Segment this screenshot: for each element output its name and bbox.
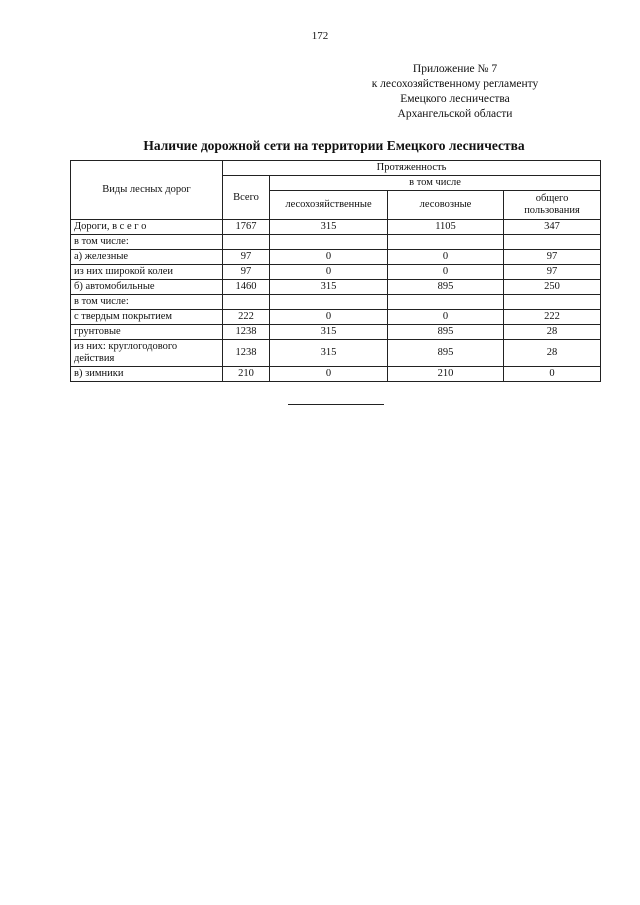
closing-divider: [288, 404, 384, 405]
cell-logging: 895: [388, 325, 504, 340]
cell-public: [504, 295, 601, 310]
cell-forestry: [270, 235, 388, 250]
header-length: Протяженность: [223, 161, 601, 176]
cell-public: 28: [504, 340, 601, 367]
cell-logging: 210: [388, 367, 504, 382]
cell-logging: 0: [388, 310, 504, 325]
cell-public: 28: [504, 325, 601, 340]
appendix-line: Архангельской области: [397, 108, 513, 120]
row-label: б) автомобильные: [71, 280, 223, 295]
cell-forestry: 315: [270, 220, 388, 235]
cell-total: 1767: [223, 220, 270, 235]
cell-forestry: 0: [270, 265, 388, 280]
cell-forestry: 315: [270, 280, 388, 295]
row-label: с твердым покрытием: [71, 310, 223, 325]
table-row: [71, 280, 601, 295]
header-public: общего пользования: [504, 191, 601, 220]
cell-logging: 0: [388, 250, 504, 265]
header-road-types: Виды лесных дорог: [71, 161, 223, 220]
cell-forestry: 0: [270, 310, 388, 325]
cell-total: [223, 235, 270, 250]
table-row: [71, 295, 601, 310]
table-row: [71, 367, 601, 382]
cell-public: 97: [504, 250, 601, 265]
document-title: Наличие дорожной сети на территории Емецкого лесничества: [143, 138, 525, 153]
page-number: 172: [311, 30, 329, 42]
cell-public: 347: [504, 220, 601, 235]
row-label: Дороги, в с е г о: [71, 220, 223, 235]
row-label: в) зимники: [71, 367, 223, 382]
row-label: грунтовые: [71, 325, 223, 340]
row-label: в том числе:: [71, 235, 223, 250]
cell-total: 1238: [223, 325, 270, 340]
cell-total: 1460: [223, 280, 270, 295]
cell-public: [504, 235, 601, 250]
cell-forestry: 0: [270, 250, 388, 265]
table-row: [71, 340, 601, 367]
table-row: [71, 250, 601, 265]
cell-logging: 1105: [388, 220, 504, 235]
header-total: Всего: [223, 176, 270, 220]
header-forestry: лесохозяйственные: [270, 191, 388, 220]
cell-public: 97: [504, 265, 601, 280]
cell-logging: [388, 295, 504, 310]
cell-forestry: 315: [270, 340, 388, 367]
appendix-line: Приложение № 7: [412, 63, 498, 75]
table-row: [71, 310, 601, 325]
cell-total: 222: [223, 310, 270, 325]
row-label: а) железные: [71, 250, 223, 265]
cell-total: [223, 295, 270, 310]
header-logging: лесовозные: [388, 191, 504, 220]
cell-logging: 895: [388, 340, 504, 367]
appendix-line: Емецкого лесничества: [400, 93, 510, 105]
row-label: из них широкой колеи: [71, 265, 223, 280]
cell-total: 97: [223, 250, 270, 265]
row-label: из них: круглогодового действия: [71, 340, 223, 367]
cell-total: 97: [223, 265, 270, 280]
cell-logging: 895: [388, 280, 504, 295]
row-label: в том числе:: [71, 295, 223, 310]
table-row: [71, 265, 601, 280]
cell-public: 0: [504, 367, 601, 382]
cell-logging: 0: [388, 265, 504, 280]
table-row: [71, 325, 601, 340]
road-network-table: [70, 160, 601, 382]
cell-logging: [388, 235, 504, 250]
table-row: [71, 220, 601, 235]
appendix-line: к лесохозяйственному регламенту: [371, 78, 539, 90]
cell-forestry: 0: [270, 367, 388, 382]
cell-forestry: [270, 295, 388, 310]
cell-public: 250: [504, 280, 601, 295]
appendix-note: [330, 62, 580, 122]
header-including: в том числе: [270, 176, 601, 191]
table-row: [71, 235, 601, 250]
cell-forestry: 315: [270, 325, 388, 340]
cell-total: 1238: [223, 340, 270, 367]
cell-total: 210: [223, 367, 270, 382]
cell-public: 222: [504, 310, 601, 325]
